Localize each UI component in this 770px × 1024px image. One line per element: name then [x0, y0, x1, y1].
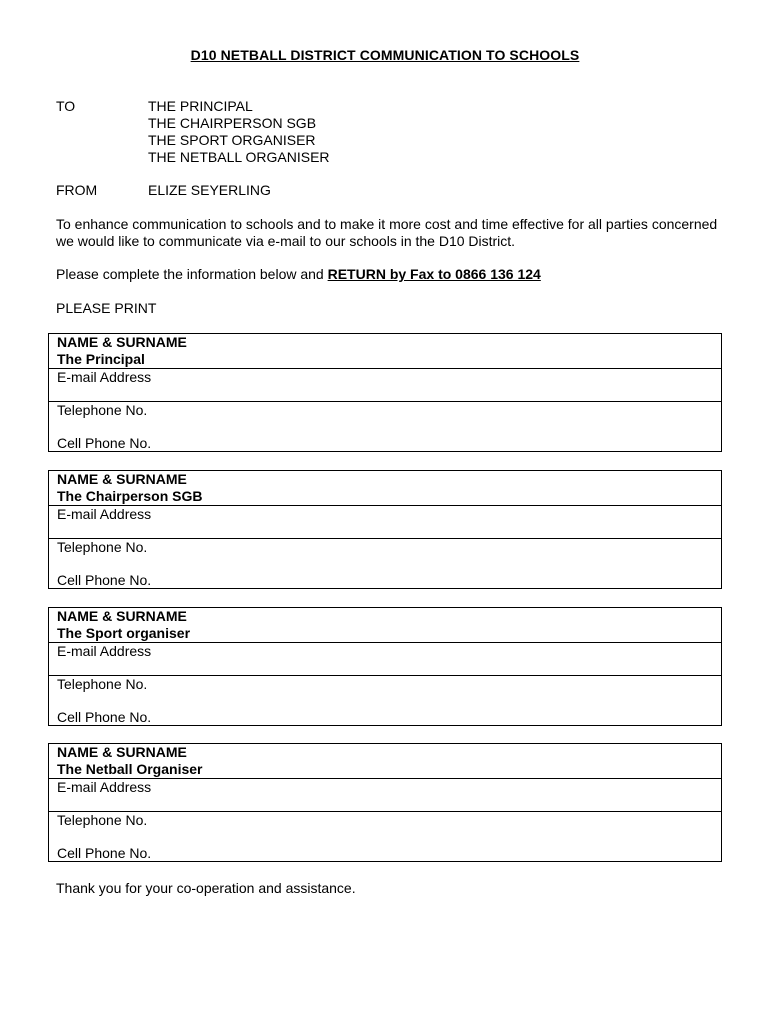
cell-phone-label: Cell Phone No.	[57, 572, 152, 588]
to-recipient: THE CHAIRPERSON SGB	[148, 115, 317, 131]
phone-rows[interactable]	[49, 539, 721, 589]
telephone-label: Telephone No.	[57, 676, 148, 692]
cell-phone-label: Cell Phone No.	[57, 435, 152, 451]
phone-rows[interactable]	[49, 812, 721, 862]
email-label: E-mail Address	[57, 643, 152, 659]
name-surname-label: NAME & SURNAME	[57, 334, 187, 350]
role-label: The Netball Organiser	[57, 761, 203, 777]
email-label: E-mail Address	[57, 506, 152, 522]
name-surname-label: NAME & SURNAME	[57, 744, 187, 760]
cell-phone-label: Cell Phone No.	[57, 845, 152, 861]
email-row[interactable]	[49, 642, 721, 676]
name-surname-label: NAME & SURNAME	[57, 608, 187, 624]
name-row[interactable]	[49, 471, 721, 505]
document-title: D10 NETBALL DISTRICT COMMUNICATION TO SCHOOLS	[190, 47, 580, 63]
fax-return-instruction: RETURN by Fax to 0866 136 124	[327, 266, 541, 282]
to-label: TO	[56, 98, 76, 114]
name-row[interactable]	[49, 334, 721, 368]
to-recipient: THE NETBALL ORGANISER	[148, 149, 330, 165]
name-row[interactable]	[49, 744, 721, 778]
name-surname-label: NAME & SURNAME	[57, 471, 187, 487]
phone-rows[interactable]	[49, 402, 721, 452]
role-label: The Sport organiser	[57, 625, 191, 641]
form-block-chairperson	[48, 470, 722, 589]
telephone-label: Telephone No.	[57, 402, 148, 418]
email-row[interactable]	[49, 368, 721, 402]
to-recipient: THE PRINCIPAL	[148, 98, 253, 114]
name-row[interactable]	[49, 608, 721, 642]
from-name: ELIZE SEYERLING	[148, 182, 271, 198]
to-recipients	[148, 98, 330, 166]
email-row[interactable]	[49, 505, 721, 539]
role-label: The Principal	[57, 351, 145, 367]
to-recipient: THE SPORT ORGANISER	[148, 132, 316, 148]
telephone-label: Telephone No.	[57, 812, 148, 828]
cell-phone-label: Cell Phone No.	[57, 709, 152, 725]
print-note: PLEASE PRINT	[56, 300, 157, 316]
instruction-paragraph	[56, 266, 726, 283]
telephone-label: Telephone No.	[57, 539, 148, 555]
email-label: E-mail Address	[57, 779, 152, 795]
form-block-sport-organiser	[48, 607, 722, 726]
from-label: FROM	[56, 182, 98, 198]
form-block-netball-organiser	[48, 743, 722, 862]
instruction-text: Please complete the information below and	[56, 266, 328, 282]
form-block-principal	[48, 333, 722, 452]
role-label: The Chairperson SGB	[57, 488, 203, 504]
intro-paragraph: To enhance communication to schools and to make it more cost and time effective for all parties concerned we would like to communicate via e-mail to our schools in the D10 District.	[56, 216, 718, 249]
email-row[interactable]	[49, 778, 721, 812]
email-label: E-mail Address	[57, 369, 152, 385]
phone-rows[interactable]	[49, 676, 721, 726]
thank-you-note: Thank you for your co-operation and assistance.	[56, 880, 356, 896]
